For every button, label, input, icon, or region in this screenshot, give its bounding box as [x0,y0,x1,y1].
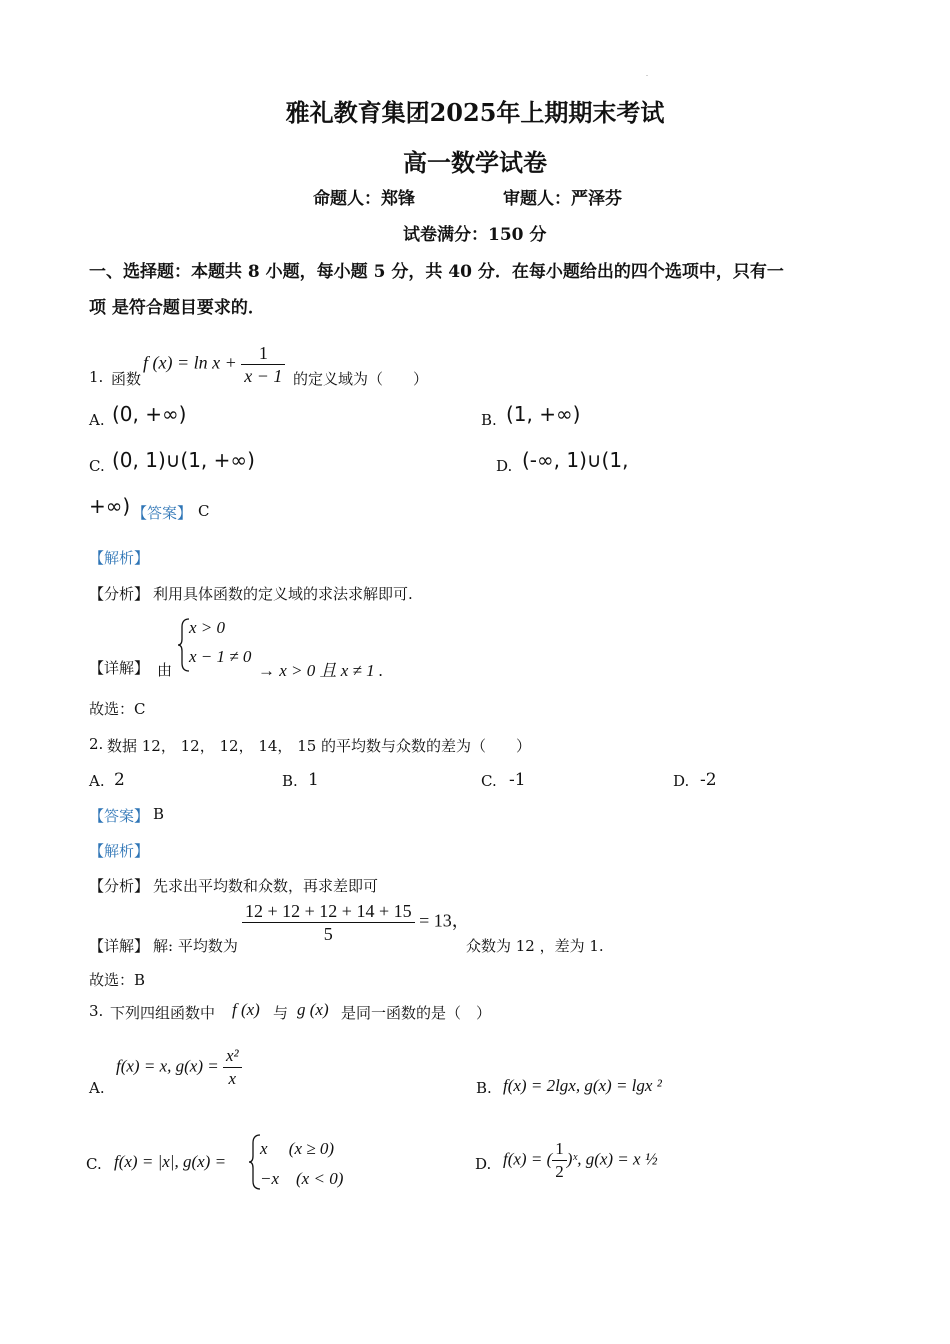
q2-optD-label: D. [673,772,690,790]
q1-optC-label: C. [89,457,105,475]
q2-frac-den: 5 [242,922,415,945]
q2-detail-tag: 【详解】 [89,937,150,955]
q3-optA-den: x [223,1067,242,1090]
q1-fraction [241,342,285,387]
q3-optC-expr: f(x) = |x|, g(x) = [114,1152,227,1171]
q1-system-line1: x > 0 [189,618,226,637]
page-mark: - [646,72,649,79]
q3-f-label: f (x) [232,1000,260,1019]
q3-optB: f(x) = 2lgx, g(x) = lgx ² [503,1076,662,1095]
q3-g-label: g (x) [297,1000,329,1019]
q3-optD-expr2: )ˣ, g(x) = x ½ [566,1149,658,1169]
q3-optA [116,1045,242,1090]
q1-conclusion: 故选：C [89,700,146,718]
q2-detail-prefix: 解: 平均数为 [153,937,238,955]
q1-detail-prefix: 由 [157,661,173,679]
q2-number: 2. [89,735,104,753]
q2-optA-label: A. [89,772,105,790]
q1-system-line2: x − 1 ≠ 0 [189,647,252,666]
section-heading-line2: 项 是符合题目要求的． [89,298,265,318]
q1-optA-label: A. [89,411,105,429]
q3-optA-num: x² [225,1046,239,1065]
q1-fenxi-text: 利用具体函数的定义域的求法求解即可. [153,585,413,603]
q1-frac-num: 1 [258,343,268,363]
q2-text: 数据 12， 12， 12， 14， 15 的平均数与众数的差为（ ） [107,737,532,755]
q2-frac-result: = 13， [419,910,470,931]
q2-optA: 2 [114,770,125,790]
q1-fenxi-tag: 【分析】 [89,585,150,603]
q2-detail-suffix: 众数为 12 ，差为 1. [466,937,604,955]
q1-prefix: 函数 [111,370,142,388]
q2-fenxi-tag: 【分析】 [89,877,150,895]
q3-optC-case2: −x (x < 0) [260,1169,344,1188]
q1-suffix: 的定义域为（ ） [293,370,429,388]
q2-mean-expr [242,900,470,945]
q2-answer: B [153,805,165,823]
q3-text-and: 与 [273,1004,289,1022]
section-heading-line1: 一、选择题：本题共 8 小题，每小题 5 分，共 40 分．在每小题给出的四个选项中，只有一 [89,262,784,282]
q1-optD-label: D. [496,457,513,475]
q1-optB-label: B. [481,411,497,429]
q2-analysis-tag: 【解析】 [89,842,150,860]
q3-optD-expr1: f(x) = ( [503,1149,553,1169]
reviewer-label: 审题人：严泽芬 [503,189,622,209]
q3-optC-label: C. [86,1155,102,1173]
q1-answer-tag: 【答案】 [132,504,193,522]
author-label: 命题人：郑锋 [313,189,415,209]
full-score: 试卷满分：150 分 [403,225,547,245]
q3-optA-expr: f(x) = x, g(x) = [116,1056,219,1076]
q1-detail-result: → x > 0 且 x ≠ 1 . [258,661,384,680]
q3-optB-label: B. [476,1079,492,1097]
q3-optD [503,1138,658,1183]
q2-optB: 1 [308,770,319,790]
q2-fenxi-text: 先求出平均数和众数，再求差即可 [153,877,379,895]
q1-detail-tag: 【详解】 [89,659,150,677]
q3-optD-num: 1 [555,1139,564,1158]
q3-optC-case1: x (x ≥ 0) [260,1139,334,1158]
q1-frac-den: x − 1 [241,364,285,387]
q1-answer: C [198,502,210,520]
q1-analysis-tag: 【解析】 [89,549,150,567]
q2-optB-label: B. [282,772,298,790]
q3-optD-label: D. [475,1155,492,1173]
q2-conclusion: 故选：B [89,971,146,989]
q3-optD-den: 2 [552,1160,567,1183]
q3-number: 3. [89,1002,104,1020]
q1-optA: (0, +∞) [112,402,187,426]
q1-number: 1. [89,368,104,386]
q2-mean-fraction [242,900,415,945]
q3-optA-fraction [223,1045,242,1090]
q3-text-pre: 下列四组函数中 [110,1004,216,1022]
q1-optD-cont: +∞) [89,494,131,518]
q1-optC: (0, 1)∪(1, +∞) [112,448,255,472]
exam-subtitle: 高一数学试卷 [403,148,547,177]
q3-optD-fraction [552,1138,567,1183]
q2-optC: -1 [509,770,526,790]
q3-optA-label: A. [89,1079,105,1097]
q1-function [143,342,285,387]
q3-text-post: 是同一函数的是（ ） [341,1004,492,1022]
q1-optD: (-∞, 1)∪(1, [522,448,629,472]
q2-answer-tag: 【答案】 [89,807,150,825]
q2-optD: -2 [700,770,717,790]
q1-func-lhs: f (x) = ln x + [143,352,237,373]
q2-optC-label: C. [481,772,497,790]
q2-frac-num: 12 + 12 + 12 + 14 + 15 [245,901,412,921]
q1-optB: (1, +∞) [506,402,581,426]
exam-title: 雅礼教育集团2025年上期期末考试 [285,98,665,127]
